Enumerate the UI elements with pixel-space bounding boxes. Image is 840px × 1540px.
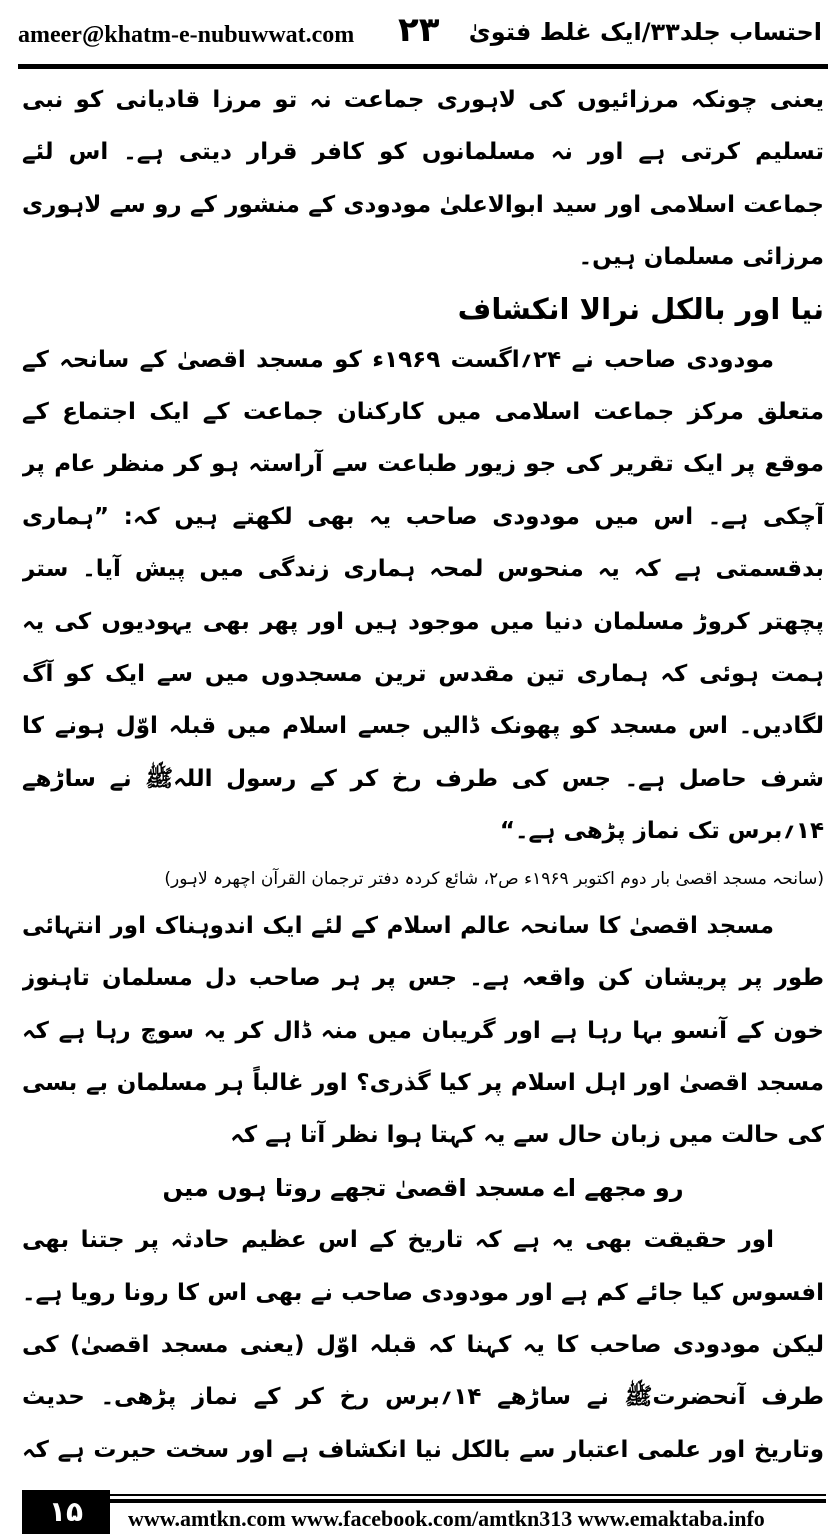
reference-citation: (سانحہ مسجد اقصیٰ بار دوم اکتوبر ۱۹۶۹ء ص۲، شائع کردہ دفتر ترجمان القرآن اچھرہ لاہور) bbox=[164, 868, 824, 889]
page-body bbox=[22, 74, 824, 1474]
footer-page-number: ۱۵ bbox=[22, 1490, 110, 1534]
body-paragraph-2: مودودی صاحب نے ۲۴؍اگست ۱۹۶۹ء کو مسجد اقصیٰ کے سانحہ کے متعلق مرکز جماعت اسلامی میں کارکنان جماعت کے ایک اجتماع کے موقع پر ایک تقریر کی جو زیور طباعت سے آراستہ ہو کر منظر عام پر آچکی ہے۔ اس میں مودودی صاحب یہ بھی لکھتے ہیں کہ: ”ہماری بدقسمتی ہے کہ یہ منحوس لمحہ ہماری زندگی میں پیش آیا۔ ستر پچھتر کروڑ مسلمان دنیا میں موجود ہیں اور پھر بھی یہودیوں کی یہ ہمت ہوئی کہ ہماری تین مقدس ترین مسجدوں میں سے ایک کو آگ لگادیں۔ اس مسجد کو پھونک ڈالیں جسے اسلام میں قبلہ اوّل ہونے کا شرف حاصل ہے۔ جس کی طرف رخ کر کے رسول اللہﷺ نے ساڑھے ۱۴؍برس تک نماز پڑھی ہے۔“ bbox=[22, 346, 824, 845]
body-paragraph-1: یعنی چونکہ مرزائیوں کی لاہوری جماعت نہ تو مرزا قادیانی کو نبی تسلیم کرتی ہے اور نہ مسلمانوں کو کافر قرار دیتی ہے۔ اس لئے جماعت اسلامی اور سید ابوالاعلیٰ مودودی کے منشور کے رو سے لاہوری مرزائی مسلمان ہیں۔ bbox=[22, 87, 824, 271]
section-heading: نیا اور بالکل نرالا انکشاف bbox=[457, 291, 824, 326]
body-paragraph-4: اور حقیقت بھی یہ ہے کہ تاریخ کے اس عظیم حادثہ پر جتنا بھی افسوس کیا جائے کم ہے اور مودودی صاحب نے بھی اس کا رونا رویا ہے۔ لیکن مودودی صاحب کا یہ کہنا کہ قبلہ اوّل (یعنی مسجد اقصیٰ) کی طرف آنحضرتﷺ نے ساڑھے ۱۴؍برس رخ کر کے نماز پڑھی۔ حدیث وتاریخ اور علمی اعتبار سے بالکل نیا انکشاف ہے اور سخت حیرت ہے کہ bbox=[22, 1227, 824, 1463]
page-header bbox=[0, 0, 840, 70]
footer-divider-thin bbox=[110, 1494, 826, 1496]
body-paragraph-3: مسجد اقصیٰ کا سانحہ عالم اسلام کے لئے ایک اندوہناک اور انتہائی طور پر پریشان کن واقعہ ہے۔ جس پر ہر صاحب دل مسلمان تاہنوز خون کے آنسو بہا رہا ہے اور گریبان میں منہ ڈال کر یہ سوچ رہا ہے کہ مسجد اقصیٰ اور اہل اسلام پر کیا گذری؟ اور غالباً ہر مسلمان بے بسی کی حالت میں زبان حال سے یہ کہتا ہوا نظر آتا ہے کہ bbox=[22, 912, 824, 1149]
header-email: ameer@khatm-e-nubuwwat.com bbox=[18, 22, 355, 48]
header-title: احتساب جلد۳۳/ایک غلط فتویٰ bbox=[468, 18, 822, 46]
page-footer bbox=[0, 1490, 840, 1540]
header-divider bbox=[18, 64, 828, 69]
header-page-number: ۲۳ bbox=[398, 10, 440, 50]
poetry-verse: رو مجھے اے مسجد اقصیٰ تجھے روتا ہوں میں bbox=[162, 1173, 684, 1202]
footer-links[interactable]: www.amtkn.com www.facebook.com/amtkn313 www.emaktaba.info bbox=[128, 1506, 765, 1531]
footer-divider-thick bbox=[110, 1499, 826, 1503]
